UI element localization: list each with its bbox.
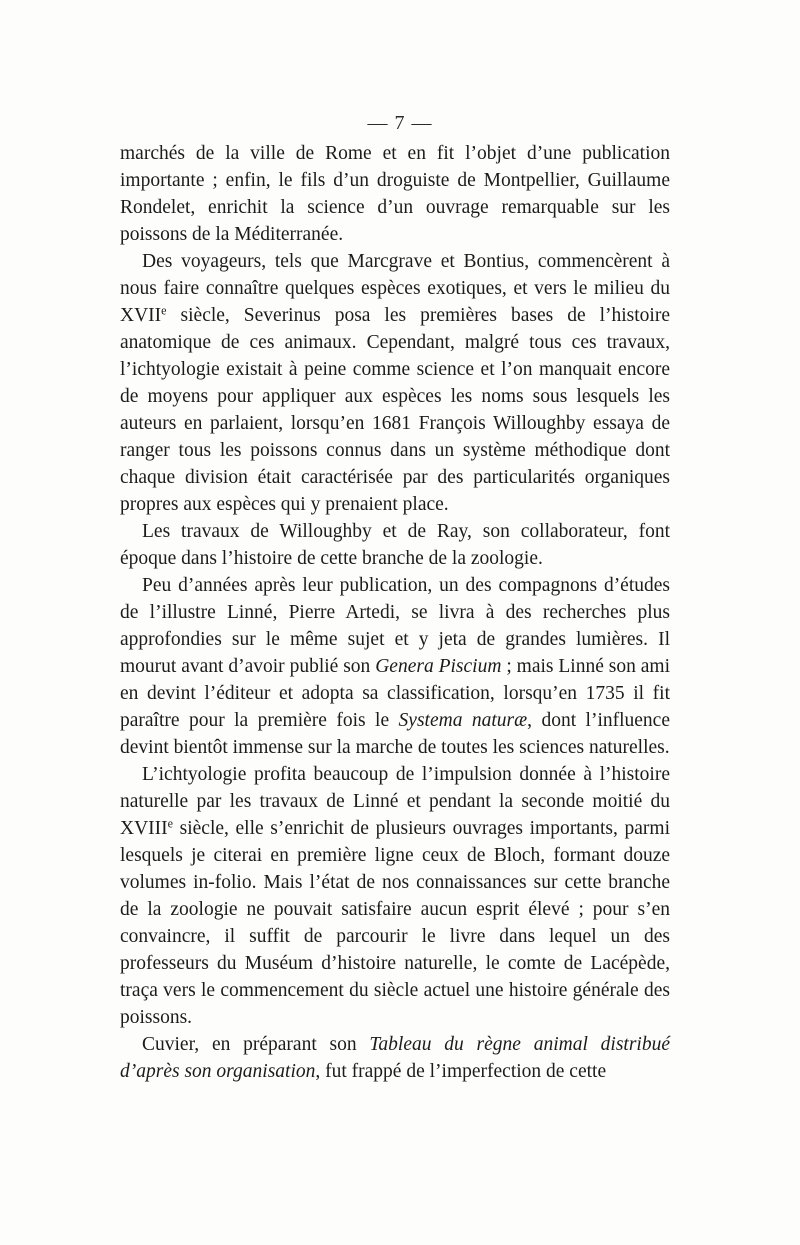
paragraph-3: Les travaux de Willoughby et de Ray, son collaborateur, font époque dans l’histoire de cette branche de la zoologie. — [120, 521, 670, 569]
title-systema-naturae: Systema naturæ — [398, 710, 528, 731]
paragraph-6-part-a: Cuvier, en préparant son — [142, 1034, 370, 1055]
body-text — [120, 140, 670, 1085]
century-superscript: e — [161, 303, 167, 318]
paragraph-6-part-b: , fut frappé de l’imperfection de cette — [315, 1061, 607, 1082]
paragraph-6 — [120, 1031, 670, 1085]
century-superscript: e — [167, 816, 174, 831]
paragraph-4-part-b: ; mais Linné son ami en devint l’éditeur et adopta sa classification, lorsqu’en 1735 il fit paraître pour la première fois le — [120, 656, 671, 731]
page-number-header: — 7 — — [367, 112, 433, 134]
paragraph-1: marchés de la ville de Rome et en fit l’objet d’une publication importante ; enfin, le fils d’un droguiste de Montpellier, Guillaume Rondelet, enrichit la science d’un ouvrage remarquable sur les poissons de la Méditerranée. — [120, 143, 670, 245]
title-tableau-regne-animal: Tableau du règne animal distribué d’après son organisation — [120, 1034, 670, 1082]
paragraph-4 — [120, 572, 670, 761]
paragraph-5-part-a: L’ichtyologie profita beaucoup de l’impulsion donnée à l’histoire naturelle par les travaux de Linné et pendant la seconde moitié du XVIII — [120, 764, 670, 839]
paragraph-2 — [120, 248, 670, 518]
paragraph-2-part-a: Des voyageurs, tels que Marcgrave et Bontius, commencèrent à nous faire connaître quelques espèces exotiques, et vers le milieu du XVII — [120, 251, 670, 326]
paragraph-5 — [120, 761, 670, 1031]
paragraph-4-part-a: Peu d’années après leur publication, un des compagnons d’études de l’illustre Linné, Pierre Artedi, se livra à des recherches plus approfondies sur le même sujet et y jeta de grandes lumières. Il mourut avant d’avoir publié son — [120, 575, 670, 677]
title-genera-piscium: Genera Piscium — [375, 656, 502, 677]
paragraph-4-part-c: , dont l’influence devint bientôt immense sur la marche de toutes les sciences naturelles. — [120, 710, 670, 758]
paragraph-5-part-b: siècle, elle s’enrichit de plusieurs ouvrages importants, parmi lesquels je citerai en première ligne ceux de Bloch, formant douze volumes in-folio. Mais l’état de nos connaissances sur cette branche de la zoologie ne pouvait satisfaire aucun esprit élevé ; pour s’en convaincre, il suffit de parcourir le livre dans lequel un des professeurs du Muséum d’histoire naturelle, le comte de Lacépède, traça vers le commencement du siècle actuel une histoire générale des poissons. — [120, 818, 670, 1028]
paragraph-2-part-b: siècle, Severinus posa les premières bases de l’histoire anatomique de ces animaux. Cependant, malgré tous ces travaux, l’ichtyologie existait à peine comme science et l’on manquait encore de moyens pour appliquer aux espèces les noms sous lesquels les auteurs en parlaient, lorsqu’en 1681 François Willoughby essaya de ranger tous les poissons connus dans un système méthodique dont chaque division était caractérisée par des particularités organiques propres aux espèces qui y prenaient place. — [120, 305, 670, 515]
